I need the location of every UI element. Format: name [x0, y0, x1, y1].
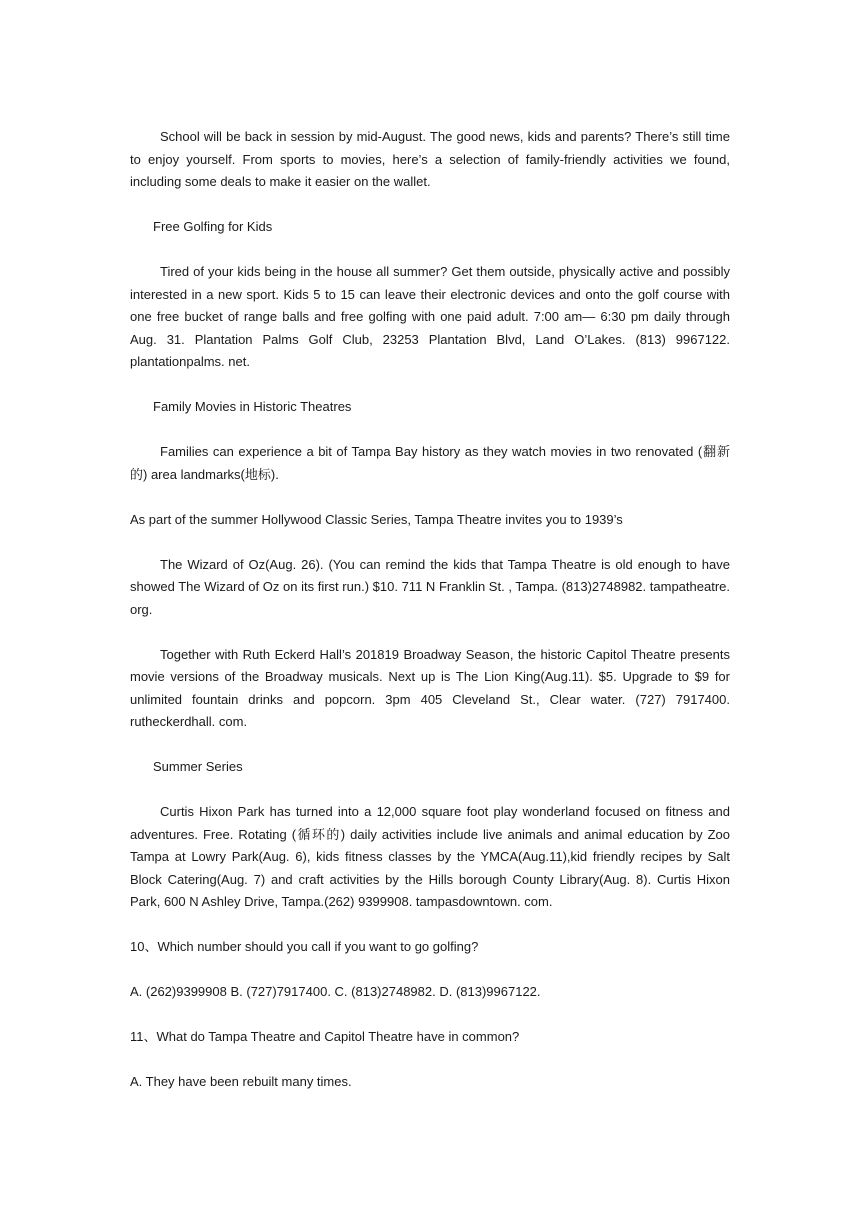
question-10-options: A. (262)9399908 B. (727)7917400. C. (813)2748982. D. (813)9967122. [130, 984, 541, 999]
document-page [130, 126, 730, 1116]
question-11-option-a: A. They have been rebuilt many times. [130, 1074, 352, 1089]
movies-heading: Family Movies in Historic Theatres [153, 399, 352, 414]
capitol-paragraph: Together with Ruth Eckerd Hall’s 201819 Broadway Season, the historic Capitol Theatre presents movie versions of the Broadway musicals. Next up is The Lion King(Aug.11). $5. Upgrade to $9 for unlimited fountain drinks and popcorn. 3pm 405 Cleveland St., Clear water. (727) 7917400. rutheckerdhall. com. [130, 646, 730, 729]
summer-heading: Summer Series [153, 759, 243, 774]
movies-paragraph: Families can experience a bit of Tampa Bay history as they watch movies in two renovated (翻新的) area landmarks(地标). [130, 444, 730, 482]
golf-heading: Free Golfing for Kids [153, 219, 273, 234]
intro-paragraph: School will be back in session by mid-August. The good news, kids and parents? There’s still time to enjoy yourself. From sports to movies, here’s a selection of family-friendly activities we found, including some deals to make it easier on the wallet. [130, 129, 730, 189]
question-11: 11、What do Tampa Theatre and Capitol Theatre have in common? [130, 1029, 520, 1044]
summer-paragraph: Curtis Hixon Park has turned into a 12,000 square foot play wonderland focused on fitness and adventures. Free. Rotating (循环的) daily activities include live animals and animal education by Zoo Tampa at Lowry Park(Aug. 6), kids fitness classes by the YMCA(Aug.11),kid friendly recipes by Salt Block Catering(Aug. 7) and craft activities by the Hills borough County Library(Aug. 8). Curtis Hixon Park, 600 N Ashley Drive, Tampa.(262) 9399908. tampasdowntown. com. [130, 804, 730, 909]
question-10: 10、Which number should you call if you want to go golfing? [130, 939, 479, 954]
golf-paragraph: Tired of your kids being in the house all summer? Get them outside, physically active and possibly interested in a new sport. Kids 5 to 15 can leave their electronic devices and onto the golf course with one free bucket of range balls and free golfing with one paid adult. 7:00 am— 6:30 pm daily through Aug. 31. Plantation Palms Golf Club, 23253 Plantation Blvd, Land O’Lakes. (813) 9967122. plantationpalms. net. [130, 264, 730, 369]
wizard-paragraph: The Wizard of Oz(Aug. 26). (You can remind the kids that Tampa Theatre is old enough to have showed The Wizard of Oz on its first run.) $10. 711 N Franklin St. , Tampa. (813)2748982. tampatheatre. org. [130, 556, 730, 617]
movies-series-line: As part of the summer Hollywood Classic Series, Tampa Theatre invites you to 1939’s [130, 511, 623, 527]
